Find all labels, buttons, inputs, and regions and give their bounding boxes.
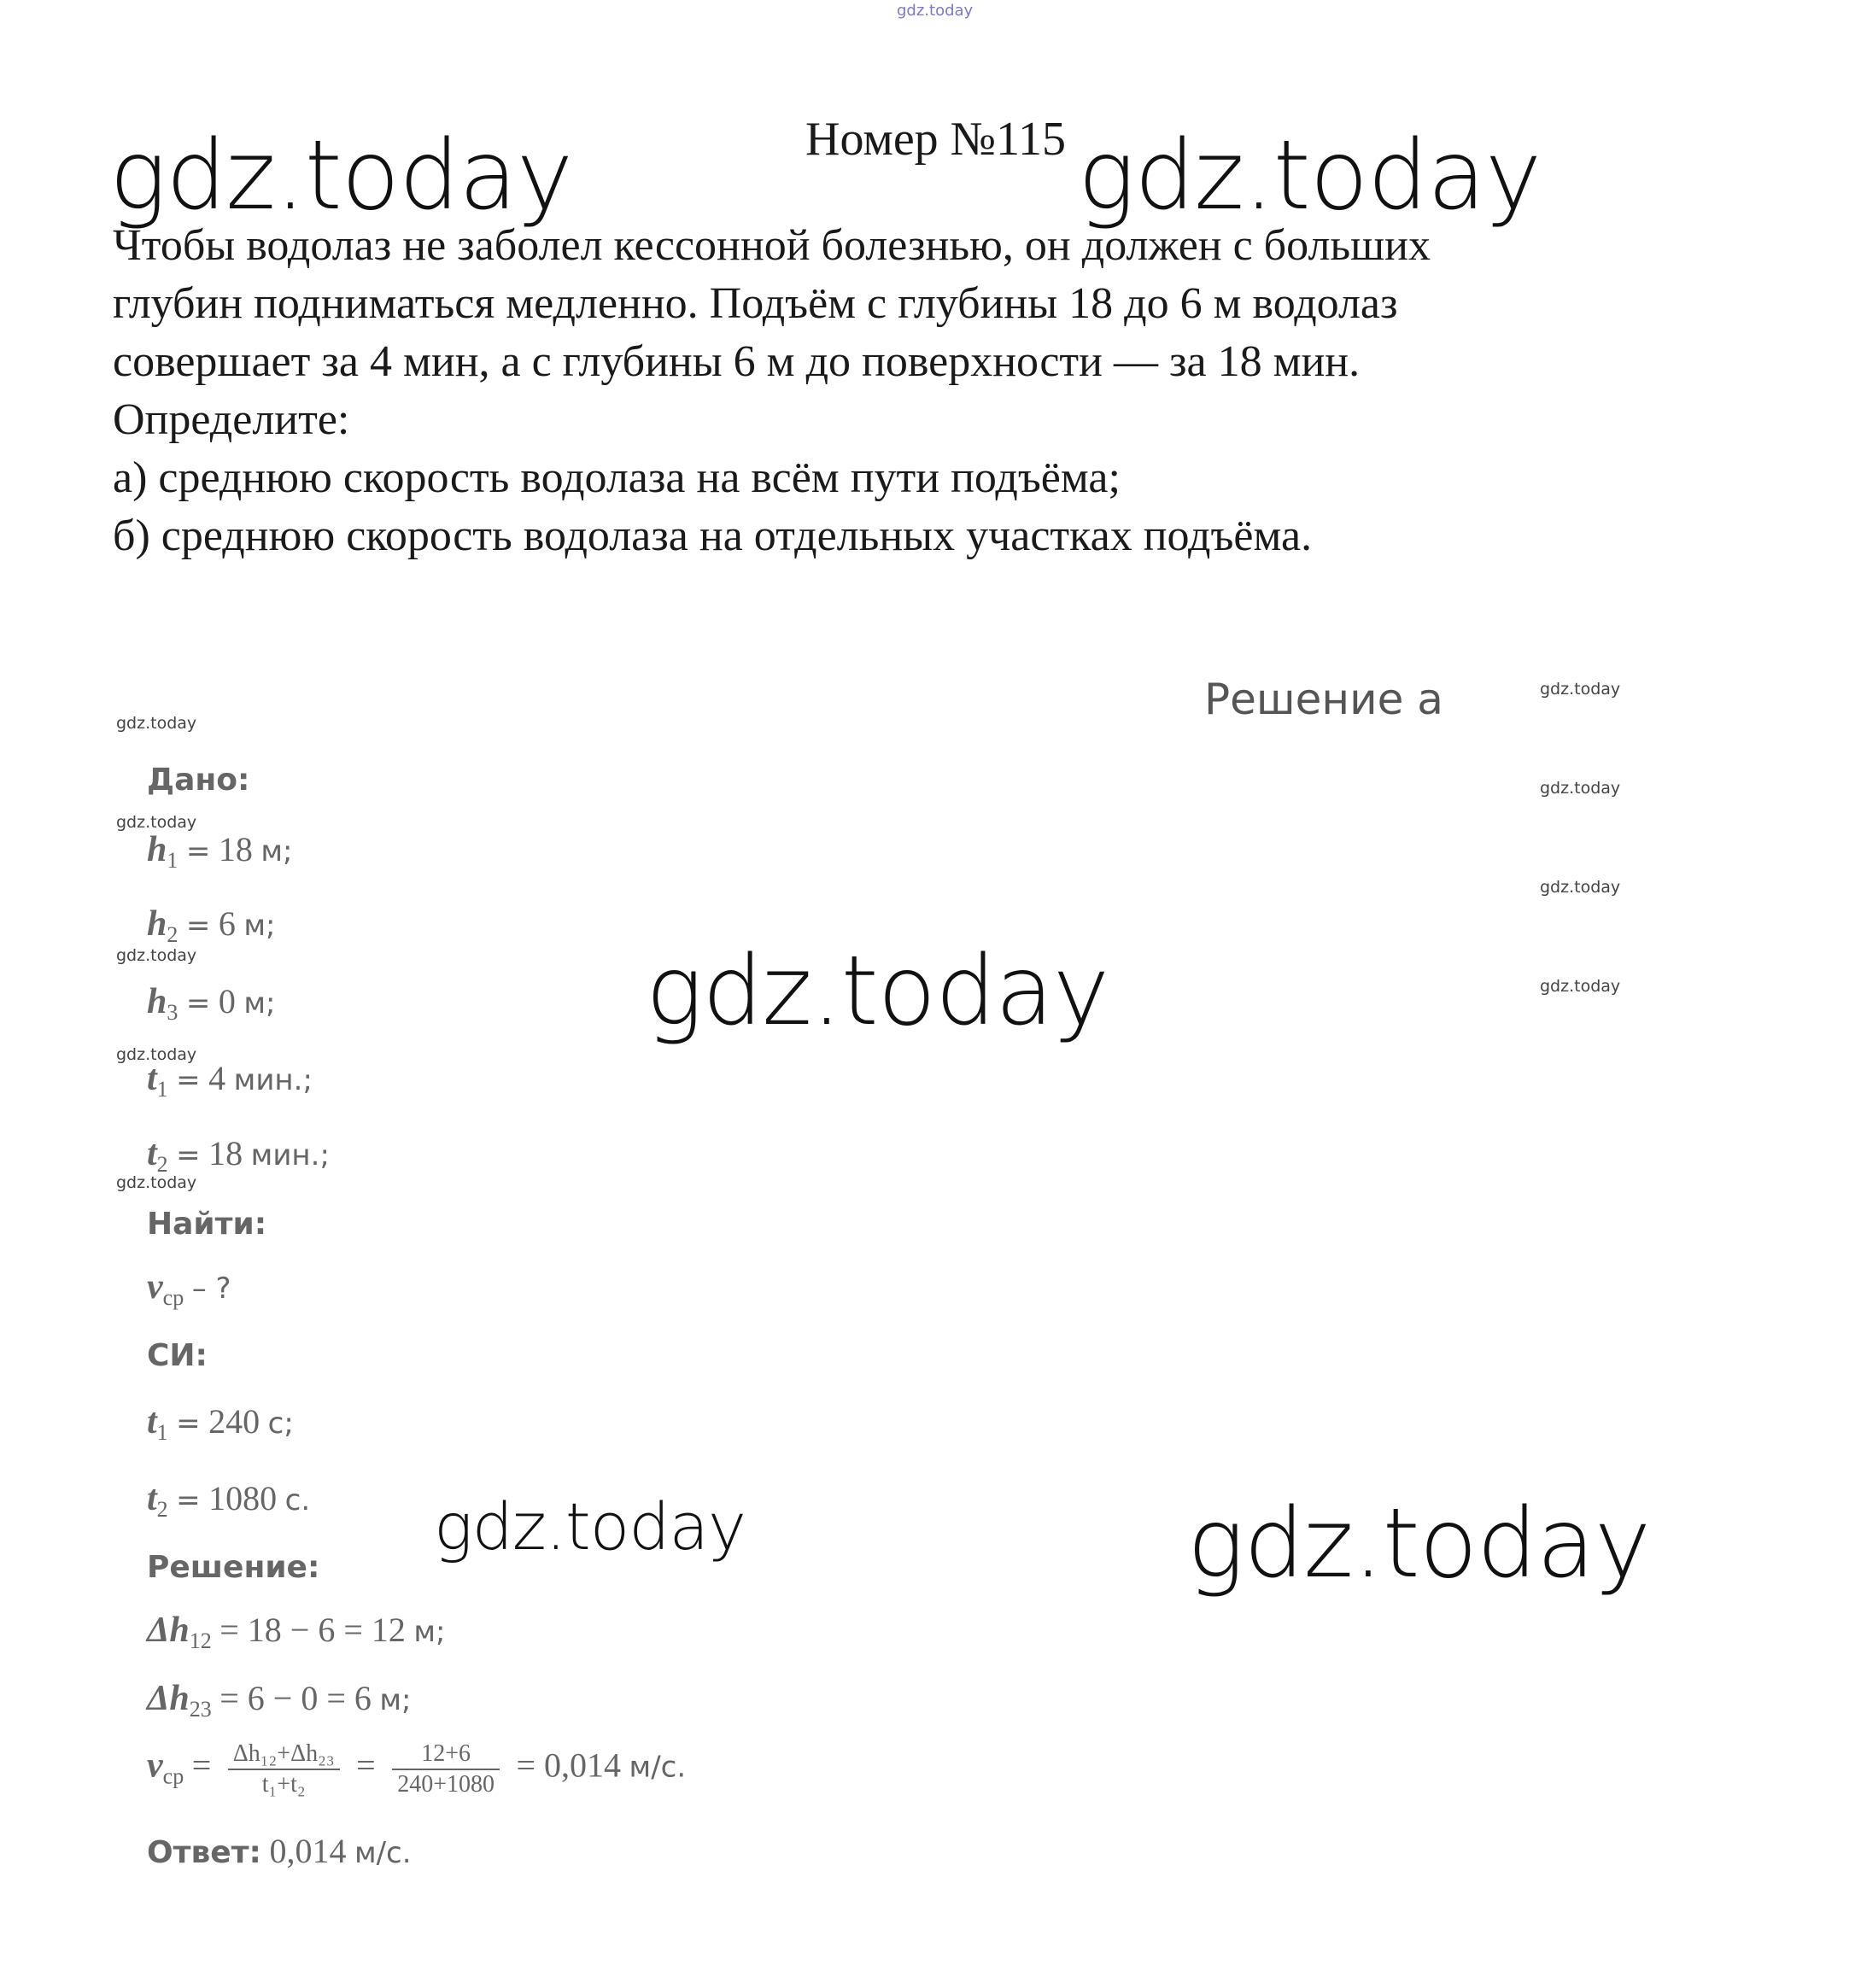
solution-heading: Решение а [1204,675,1443,724]
given-t2: $t_2 = 18$ мин.; [147,1134,330,1177]
problem-line: Определите: [113,395,350,444]
watermark-small: gdz.today [1540,779,1621,798]
page-title: Номер №115 [805,113,1067,166]
delta-h23: $\Delta h_{23} = 6 - 0 = 6$ м; [147,1679,412,1722]
solution-label: Решение: [147,1550,320,1585]
watermark-small: gdz.today [1540,878,1621,897]
given-label: Дано: [147,763,250,798]
watermark-small: gdz.today [116,1173,197,1192]
watermark-large: gdz.today [1187,1488,1651,1599]
problem-line: совершает за 4 мин, а с глубины 6 м до поверхности — за 18 мин. [113,337,1361,386]
given-t1: $t_1 = 4$ мин.; [147,1059,313,1102]
problem-line: глубин подниматься медленно. Подъём с глубины 18 до 6 м водолаз [113,279,1398,328]
watermark-small: gdz.today [1540,680,1621,699]
watermark-small: gdz.today [1540,977,1621,996]
problem-statement [113,217,1718,565]
find-value: $v_{ср}$ – ? [147,1267,231,1310]
watermark-small: gdz.today [116,714,197,733]
fraction-symbolic: $\frac{\text{Δh₁₂+Δh₂₃}}{\text{t₁+t₂}}$ [228,1742,340,1797]
given-h1: $h_1 = 18$ м; [147,830,293,873]
problem-line: а) среднюю скорость водолаза на всём пути подъёма; [113,453,1121,502]
average-speed-formula: $v_{ср}$ = $\frac{\text{Δh₁₂+Δh₂₃}}{\text{t₁+t₂}}$ = $\frac{12+6}{240+1080}$ = 0,014 м/с. [147,1740,687,1798]
watermark-large: gdz.today [109,120,573,231]
given-h2: $h_2 = 6$ м; [147,904,276,947]
si-t2: $t_2 = 1080$ с. [147,1479,311,1522]
problem-line: Чтобы водолаз не заболел кессонной болезнью, он должен с больших [113,221,1431,270]
find-label: Найти: [147,1207,267,1242]
watermark-small: gdz.today [116,946,197,965]
delta-h12: $\Delta h_{12} = 18 - 6 = 12$ м; [147,1611,446,1653]
watermark-small: gdz.today [116,1045,197,1064]
problem-line: б) среднюю скорость водолаза на отдельных участках подъёма. [113,512,1313,560]
watermark-large: gdz.today [434,1488,746,1564]
top-watermark: gdz.today [897,2,974,20]
answer: Ответ: 0,014 м/с. [147,1832,412,1870]
watermark-large: gdz.today [646,936,1109,1047]
si-label: СИ: [147,1338,208,1373]
watermark-small: gdz.today [116,813,197,832]
given-h3: $h_3 = 0$ м; [147,982,276,1025]
fraction-numeric: $\frac{12+6}{240+1080}$ [392,1742,500,1797]
si-t1: $t_1 = 240$ с; [147,1402,294,1445]
watermark-large: gdz.today [1078,120,1542,231]
